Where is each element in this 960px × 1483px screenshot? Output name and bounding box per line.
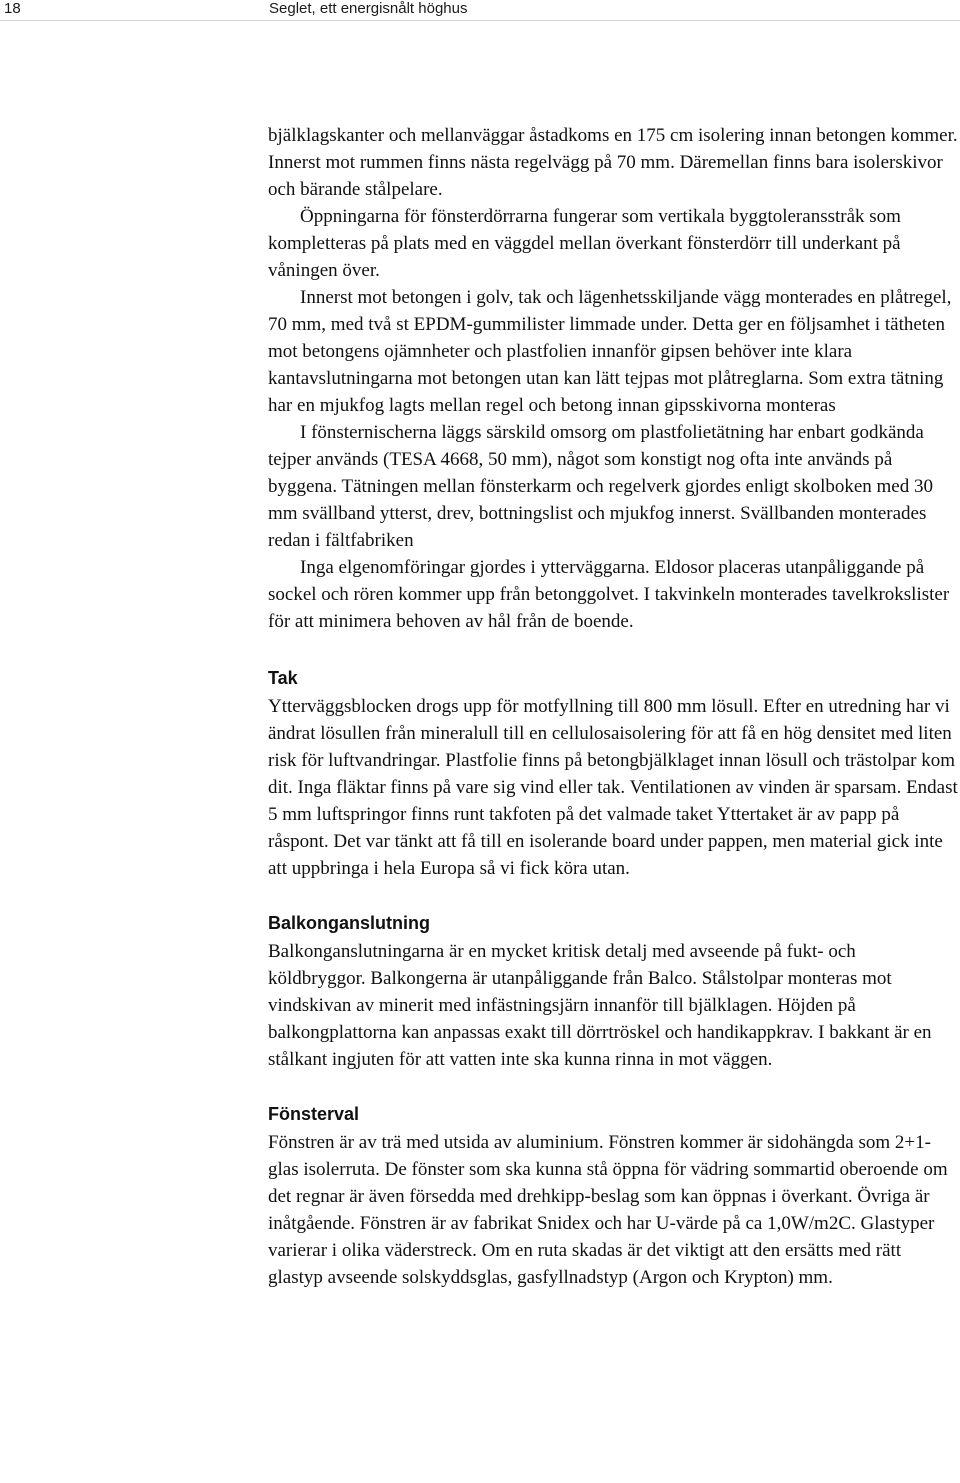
page-number: 18 <box>4 0 21 17</box>
section-heading-balkonganslutning: Balkonganslutning <box>268 913 430 933</box>
section-text-fonsterval: Fönstren är av trä med utsida av aluminium. Fönstren kommer är sidohängda som 2+1-glas isolerruta. De fönster som ska kunna stå öppna för vädring sommartid oberoende om det regnar är även försedda med drehkipp-beslag som kan öppnas i överkant. Övriga är inåtgående. Fönstren är av fabrikat Snidex och har U-värde på ca 1,0W/m2C. Glastyper varierar i olika väderstreck. Om en ruta skadas är det viktigt att den ersätts med rätt glastyp avseende solskyddsglas, gasfyllnadstyp (Argon och Krypton) mm. <box>268 1132 948 1288</box>
paragraph-window-openings: Öppningarna för fönsterdörrarna fungerar som vertikala byggtoleransstråk som kompletteras på plats med en väggdel mellan överkant fönsterdörr till underkant på våningen över. <box>268 206 901 281</box>
section-heading-tak: Tak <box>268 668 298 688</box>
page-header <box>0 0 960 22</box>
paragraph-electrical: Inga elgenomföringar gjordes i ytterväggarna. Eldosor placeras utanpåliggande på sockel och rören kommer upp från betonggolvet. I takvinkeln monterades tavelkrokslister för att minimera behoven av hål från de boende. <box>268 557 950 632</box>
section-text-tak: Ytterväggsblocken drogs upp för motfyllning till 800 mm lösull. Efter en utredning har vi ändrat lösullen från mineralull till en cellulosaisolering för att få en hög densitet med liten risk för luftvandringar. Plastfolie finns på betongbjälklaget innan lösull och trästolpar kom dit. Inga fläktar finns på vare sig vind eller tak. Ventilationen av vinden är sparsam. Endast 5 mm luftspringor finns runt takfoten på det valmade taket Yttertaket är av papp på råspont. Det var tänkt att få till en isolerande board under pappen, men material gick inte att uppbringa i hela Europa så vi fick köra utan. <box>268 696 958 879</box>
paragraph-sealing: Innerst mot betongen i golv, tak och lägenhetsskiljande vägg monterades en plåtregel, 70 mm, med två st EPDM-gummilister limmade under. Detta ger en följsamhet i tätheten mot betongens ojämnheter och plastfolien innanför gipsen behöver inte klara kantavslutningarna mot betongen utan kan lätt tejpas mot plåtreglarna. Som extra tätning har en mjukfog lagts mellan regel och betong innan gipsskivorna monteras <box>268 287 952 416</box>
section-heading-fonsterval: Fönsterval <box>268 1104 360 1124</box>
paragraph-continuation: bjälklagskanter och mellanväggar åstadkoms en 175 cm isolering innan betongen kommer. Innerst mot rummen finns nästa regelvägg på 70 mm. Däremellan finns bara isolerskivor och bärande stålpelare. <box>268 125 958 200</box>
running-title: Seglet, ett energisnålt höghus <box>269 0 468 17</box>
section-text-balkonganslutning: Balkonganslutningarna är en mycket kritisk detalj med avseende på fukt- och köldbryggor. Balkongerna är utanpåliggande från Balco. Stålstolpar monteras mot vindskivan av minerit med infästningsjärn innanför till bjälklagen. Höjden på balkongplattorna kan anpassas exakt till dörrtröskel och handikappkrav. I bakkant är en stålkant ingjuten för att vatten inte ska kunna rinna in mot väggen. <box>268 941 932 1070</box>
paragraph-window-niches: I fönsternischerna läggs särskild omsorg om plastfolietätning har enbart godkända tejper används (TESA 4668, 50 mm), något som konstigt nog ofta inte används på byggena. Tätningen mellan fönsterkarm och regelverk gjordes enligt skolboken med 30 mm svällband ytterst, drev, bottningslist och mjukfog innerst. Svällbanden monterades redan i fältfabriken <box>268 422 933 551</box>
document-body <box>268 122 958 1291</box>
header-divider <box>0 20 960 21</box>
